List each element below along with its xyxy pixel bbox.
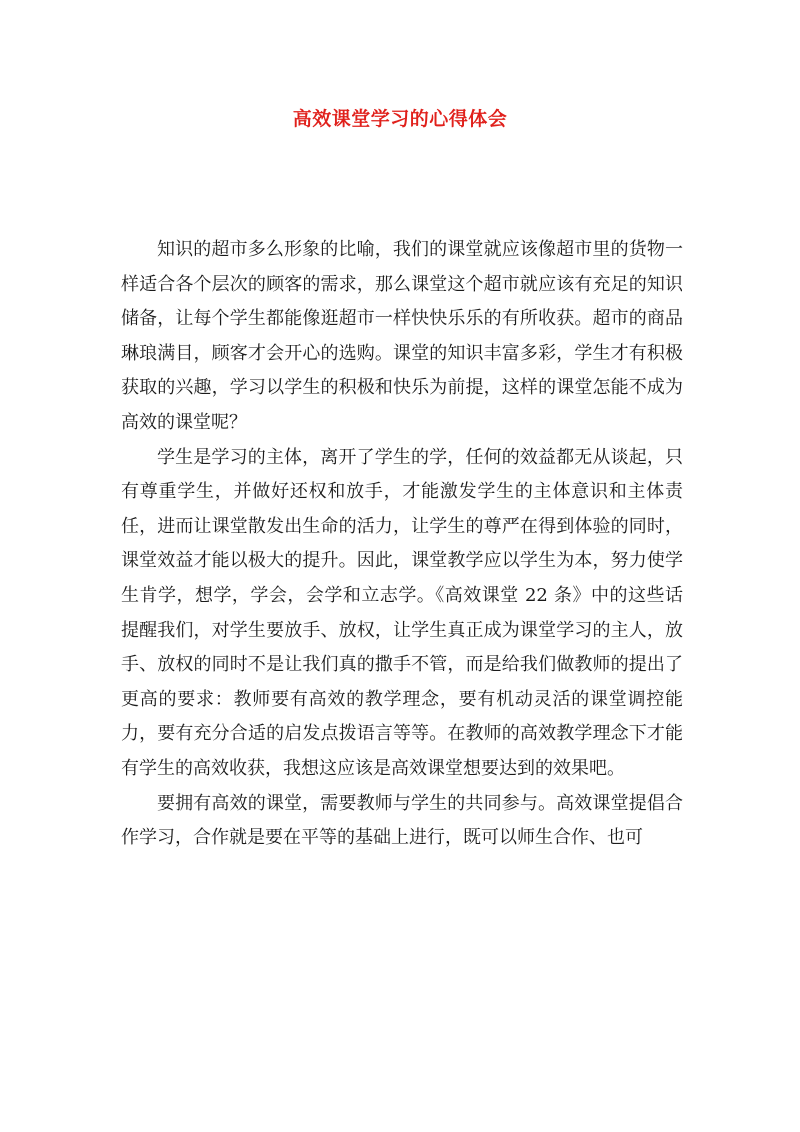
- paragraph-1: 知识的超市多么形象的比喻，我们的课堂就应该像超市里的货物一样适合各个层次的顾客的需求，那么课堂这个超市就应该有充足的知识储备，让每个学生都能像逛超市一样快快乐乐的有所收获。超市的商品琳琅满目，顾客才会开心的选购。课堂的知识丰富多彩，学生才有积极获取的兴趣，学习以学生的积极和快乐为前提，这样的课堂怎能不成为高效的课堂呢？: [121, 239, 683, 433]
- document-body: [121, 233, 683, 856]
- paragraph-2: 学生是学习的主体，离开了学生的学，任何的效益都无从谈起，只有尊重学生，并做好还权和放手，才能激发学生的主体意识和主体责任，进而让课堂散发出生命的活力，让学生的尊严在得到体验的同时，课堂效益才能以极大的提升。因此，课堂教学应以学生为本，努力使学生肯学，想学，学会，会学和立志学。《高效课堂 22 条》中的这些话提醒我们，对学生要放手、放权，让学生真正成为课堂学习的主人，放手、放权的同时不是让我们真的撒手不管，而是给我们做教师的提出了更高的要求：教师要有高效的教学理念，要有机动灵活的课堂调控能力，要有充分合适的启发点拨语言等等。在教师的高效教学理念下才能有学生的高效收获，我想这应该是高效课堂想要达到的效果吧。: [121, 446, 683, 779]
- paragraph-3: 要拥有高效的课堂，需要教师与学生的共同参与。高效课堂提倡合作学习，合作就是要在平等的基础上进行，既可以师生合作、也可: [121, 792, 683, 849]
- document-title: 高效课堂学习的心得体会: [292, 108, 508, 130]
